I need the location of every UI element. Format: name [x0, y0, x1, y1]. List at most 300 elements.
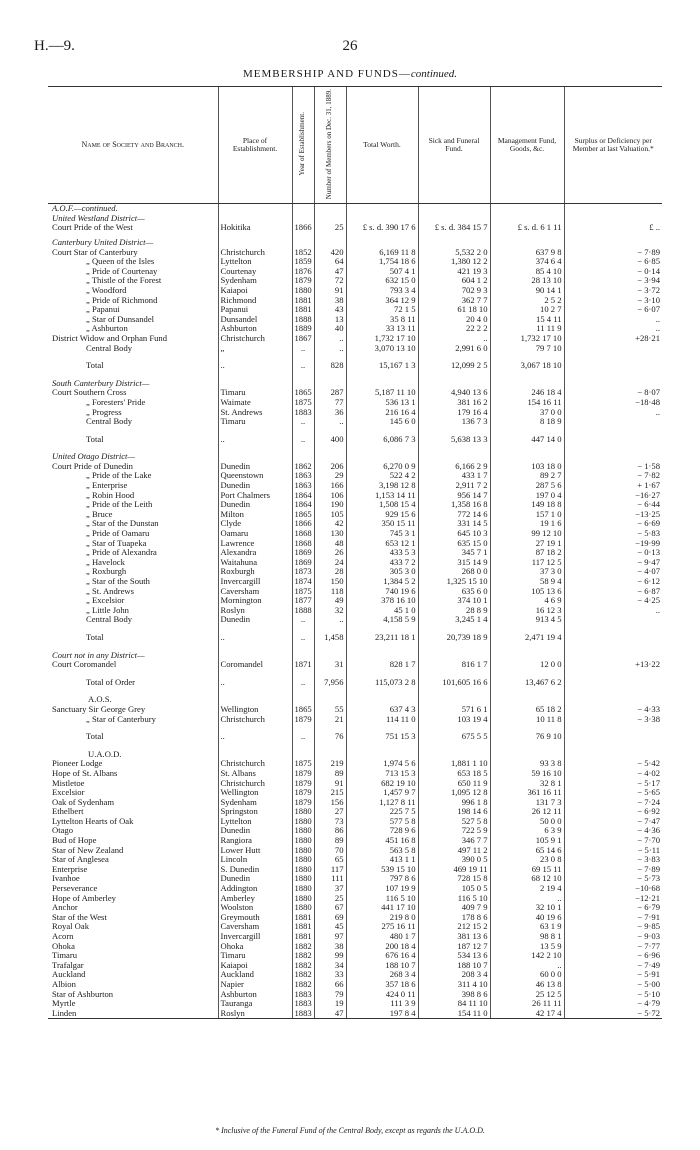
cell-mgmt: 637 9 8: [490, 248, 564, 258]
cell-name: Sanctuary Sir George Grey: [52, 704, 146, 714]
cell-year: 1880: [292, 846, 314, 856]
cell-worth: 713 15 3: [346, 769, 418, 779]
cell-name: „ Pride of the Lake: [86, 471, 152, 481]
cell-mgmt: ..: [490, 894, 564, 904]
cell-place: Mornington: [218, 596, 292, 606]
cell-worth: 268 3 4: [346, 970, 418, 980]
cell-surplus: − 6·92: [564, 807, 662, 817]
cell-name: „ Thistle of the Forest: [86, 276, 162, 286]
cell-surplus: − 7·49: [564, 961, 662, 971]
cell-name: „ Roxburgh: [86, 567, 127, 577]
cell-mgmt: 287 5 6: [490, 481, 564, 491]
cell-surplus: [564, 379, 662, 389]
cell-sick: 1,380 12 2: [418, 257, 490, 267]
cell-year: 1883: [292, 1009, 314, 1019]
cell-mgmt: 93 3 8: [490, 759, 564, 769]
cell-name: „ Pride of the Leith: [86, 500, 153, 510]
cell-name: U.A.O.D.: [88, 749, 122, 759]
cell-members: 69: [314, 913, 346, 923]
cell-members: 42: [314, 519, 346, 529]
cell-worth: 522 4 2: [346, 471, 418, 481]
cell-sick: 22 2 2: [418, 324, 490, 334]
cell-worth: 364 12 9: [346, 296, 418, 306]
cell-surplus: − 6·87: [564, 587, 662, 597]
cell-members: 156: [314, 798, 346, 808]
col-sick-header: Sick and Funeral Fund.: [418, 87, 490, 204]
cell-mgmt: 32 8 1: [490, 779, 564, 789]
table-row: [48, 577, 662, 587]
cell-worth: 797 8 6: [346, 874, 418, 884]
cell-surplus: ..: [564, 324, 662, 334]
cell-name: „ Star of Tuapeka: [86, 538, 147, 548]
cell-mgmt: [490, 750, 564, 760]
cell-name: „ Progress: [86, 407, 122, 417]
cell-year: [292, 695, 314, 705]
cell-members: 24: [314, 558, 346, 568]
cell-place: St. Albans: [218, 769, 292, 779]
cell-mgmt: 197 0 4: [490, 491, 564, 501]
cell-members: 37: [314, 884, 346, 894]
cell-mgmt: 23 0 8: [490, 855, 564, 865]
cell-worth: 676 16 4: [346, 951, 418, 961]
cell-name: „ Pride of Alexandra: [86, 548, 157, 558]
cell-members: 73: [314, 817, 346, 827]
cell-mgmt: 131 7 3: [490, 798, 564, 808]
cell-members: 29: [314, 471, 346, 481]
cell-sick: [418, 238, 490, 248]
cell-surplus: − 7·24: [564, 798, 662, 808]
cell-worth: 350 15 11: [346, 519, 418, 529]
cell-year: 1863: [292, 471, 314, 481]
cell-worth: 275 16 11: [346, 922, 418, 932]
cell-year: 1880: [292, 903, 314, 913]
cell-members: 47: [314, 1009, 346, 1019]
cell-surplus: − 5·11: [564, 846, 662, 856]
cell-worth: 116 5 10: [346, 894, 418, 904]
cell-mgmt: 85 4 10: [490, 267, 564, 277]
cell-year: 1873: [292, 567, 314, 577]
cell-year: 1882: [292, 980, 314, 990]
table-row: [48, 913, 662, 923]
cell-members: 89: [314, 836, 346, 846]
cell-year: 1876: [292, 267, 314, 277]
table-row: [48, 500, 662, 510]
cell-members: 89: [314, 769, 346, 779]
table-row: [48, 894, 662, 904]
cell-worth: 3,070 13 10: [346, 344, 418, 354]
table-row: [48, 715, 662, 725]
cell-year: ..: [292, 630, 314, 646]
cell-year: 1875: [292, 759, 314, 769]
cell-year: 1864: [292, 491, 314, 501]
cell-worth: 1,127 8 11: [346, 798, 418, 808]
col-worth-header: Total Worth.: [346, 87, 418, 204]
cell-sick: 315 14 9: [418, 558, 490, 568]
cell-surplus: ..: [564, 408, 662, 418]
cell-worth: 1,508 15 4: [346, 500, 418, 510]
cell-worth: 45 1 0: [346, 606, 418, 616]
cell-sick: 2,911 7 2: [418, 481, 490, 491]
cell-worth: 728 9 6: [346, 826, 418, 836]
cell-place: Ashburton: [218, 990, 292, 1000]
cell-place: Christchurch: [218, 334, 292, 344]
cell-members: 66: [314, 980, 346, 990]
cell-place: Amberley: [218, 894, 292, 904]
cell-sick: [418, 204, 490, 214]
cell-sick: 136 7 3: [418, 417, 490, 427]
cell-name: Anchor: [52, 903, 78, 913]
cell-surplus: − 3·38: [564, 715, 662, 725]
table-row: [48, 865, 662, 875]
cell-sick: 179 16 4: [418, 408, 490, 418]
cell-mgmt: 99 12 10: [490, 529, 564, 539]
cell-surplus: [564, 750, 662, 760]
cell-members: 55: [314, 705, 346, 715]
cell-members: [314, 379, 346, 389]
total-row: [48, 675, 662, 691]
cell-name: Total: [86, 631, 104, 642]
cell-members: 166: [314, 481, 346, 491]
cell-worth: 145 6 0: [346, 417, 418, 427]
table-row: [48, 874, 662, 884]
cell-place: Coromandel: [218, 660, 292, 670]
cell-worth: £ s. d. 390 17 6: [346, 223, 418, 233]
cell-name: Court not in any District—: [52, 650, 145, 660]
table-row: [48, 660, 662, 670]
cell-worth: 433 7 2: [346, 558, 418, 568]
cell-sick: 208 3 4: [418, 970, 490, 980]
cell-name: Royal Oak: [52, 922, 89, 932]
table-row: [48, 296, 662, 306]
cell-worth: 424 0 11: [346, 990, 418, 1000]
table-row: [48, 951, 662, 961]
cell-worth: 563 5 8: [346, 846, 418, 856]
table-row: [48, 779, 662, 789]
cell-surplus: − 3·72: [564, 286, 662, 296]
cell-name: „ Woodford: [86, 285, 127, 295]
page-header: [34, 38, 666, 58]
cell-sick: 212 15 2: [418, 922, 490, 932]
total-row: [48, 729, 662, 745]
cell-members: 25: [314, 223, 346, 233]
cell-mgmt: 149 18 8: [490, 500, 564, 510]
table-row: [48, 903, 662, 913]
cell-mgmt: 12 0 0: [490, 660, 564, 670]
cell-name: „ Foresters' Pride: [86, 397, 146, 407]
cell-mgmt: 117 12 5: [490, 558, 564, 568]
cell-worth: [346, 379, 418, 389]
cell-surplus: ..: [564, 606, 662, 616]
cell-sick: 103 19 4: [418, 715, 490, 725]
cell-members: 48: [314, 539, 346, 549]
cell-mgmt: 79 7 10: [490, 344, 564, 354]
cell-surplus: − 0·14: [564, 267, 662, 277]
cell-worth: 15,167 1 3: [346, 358, 418, 374]
table-row: [48, 759, 662, 769]
cell-year: 1883: [292, 990, 314, 1000]
cell-place: Springston: [218, 807, 292, 817]
cell-name: Excelsior: [52, 788, 85, 798]
cell-mgmt: 28 13 10: [490, 276, 564, 286]
table-row: [48, 257, 662, 267]
cell-year: [292, 379, 314, 389]
cell-place: [218, 750, 292, 760]
cell-mgmt: 27 19 1: [490, 539, 564, 549]
section-heading-row: [48, 238, 662, 248]
col-surplus-header: Surplus or Deficiency per Member at last Valuation.*: [564, 87, 662, 204]
cell-name: „ Queen of the Isles: [86, 257, 155, 267]
cell-sick: 12,099 2 5: [418, 358, 490, 374]
cell-mgmt: 37 3 0: [490, 567, 564, 577]
cell-year: 1879: [292, 798, 314, 808]
table-row: [48, 606, 662, 616]
cell-worth: 6,169 11 8: [346, 248, 418, 258]
cell-name: Court Pride of the West: [52, 223, 133, 233]
cell-year: 1883: [292, 408, 314, 418]
cell-sick: 187 12 7: [418, 942, 490, 952]
cell-name: Central Body: [86, 615, 133, 625]
cell-mgmt: 142 2 10: [490, 951, 564, 961]
cell-name: Total: [86, 360, 104, 371]
cell-year: 1868: [292, 539, 314, 549]
cell-year: 1862: [292, 462, 314, 472]
cell-sick: 362 7 7: [418, 296, 490, 306]
cell-worth: 114 11 0: [346, 715, 418, 725]
table-row: [48, 836, 662, 846]
cell-surplus: [564, 695, 662, 705]
table-row: [48, 223, 662, 233]
cell-sick: 635 15 0: [418, 539, 490, 549]
cell-worth: 23,211 18 1: [346, 630, 418, 646]
cell-mgmt: 105 13 6: [490, 587, 564, 597]
cell-mgmt: 98 8 1: [490, 932, 564, 942]
cell-mgmt: 63 1 9: [490, 922, 564, 932]
cell-name: „ Star of the South: [86, 577, 150, 587]
cell-place: Dunedin: [218, 826, 292, 836]
cell-worth: 637 4 3: [346, 705, 418, 715]
cell-year: 1879: [292, 769, 314, 779]
cell-members: 79: [314, 990, 346, 1000]
cell-surplus: ..: [564, 315, 662, 325]
cell-worth: 480 1 7: [346, 932, 418, 942]
cell-sick: 1,358 16 8: [418, 500, 490, 510]
cell-surplus: +28·21: [564, 334, 662, 344]
table-row: [48, 462, 662, 472]
cell-sick: 4,940 13 6: [418, 388, 490, 398]
cell-place: Ashburton: [218, 324, 292, 334]
cell-sick: 956 14 7: [418, 491, 490, 501]
cell-year: 1881: [292, 932, 314, 942]
cell-year: 1879: [292, 276, 314, 286]
cell-place: [218, 452, 292, 462]
cell-members: [314, 695, 346, 705]
cell-name: Ethelbert: [52, 807, 84, 817]
table-row: [48, 248, 662, 258]
cell-mgmt: [490, 695, 564, 705]
cell-members: 43: [314, 305, 346, 315]
cell-worth: 3,198 12 8: [346, 481, 418, 491]
cell-year: 1867: [292, 334, 314, 344]
cell-worth: 793 3 4: [346, 286, 418, 296]
cell-place: Lawrence: [218, 539, 292, 549]
col-mgmt-header: Management Fund, Goods, &c.: [490, 87, 564, 204]
cell-members: [314, 452, 346, 462]
cell-name: District Widow and Orphan Fund: [52, 333, 168, 343]
cell-place: Tauranga: [218, 999, 292, 1009]
cell-year: 1863: [292, 481, 314, 491]
cell-sick: 381 13 6: [418, 932, 490, 942]
cell-name: „ Havelock: [86, 557, 125, 567]
cell-members: 150: [314, 577, 346, 587]
cell-place: Christchurch: [218, 248, 292, 258]
cell-members: [314, 214, 346, 224]
cell-surplus: − 6·12: [564, 577, 662, 587]
cell-mgmt: 68 12 10: [490, 874, 564, 884]
cell-place: „: [218, 344, 292, 354]
cell-name: Star of Ashburton: [52, 989, 114, 999]
table-row: [48, 587, 662, 597]
table-row: [48, 491, 662, 501]
cell-name: Timaru: [52, 951, 77, 961]
cell-year: 1877: [292, 596, 314, 606]
cell-name: Bud of Hope: [52, 836, 97, 846]
cell-place: Wellington: [218, 788, 292, 798]
col-year-header: [292, 87, 314, 204]
cell-mgmt: 37 0 0: [490, 408, 564, 418]
table-row: [48, 999, 662, 1009]
cell-surplus: − 6·96: [564, 951, 662, 961]
cell-members: 105: [314, 510, 346, 520]
cell-worth: 1,153 14 11: [346, 491, 418, 501]
cell-name: „ Papanui: [86, 305, 120, 315]
title-continued: continued.: [410, 68, 458, 80]
cell-place: Papanui: [218, 305, 292, 315]
cell-worth: 745 3 1: [346, 529, 418, 539]
cell-place: Timaru: [218, 417, 292, 427]
cell-name: Otago: [52, 826, 74, 836]
cell-year: 1882: [292, 942, 314, 952]
cell-mgmt: 89 2 7: [490, 471, 564, 481]
cell-members: 70: [314, 846, 346, 856]
cell-worth: 378 16 10: [346, 596, 418, 606]
cell-surplus: − 4·25: [564, 596, 662, 606]
cell-mgmt: 87 18 2: [490, 548, 564, 558]
cell-place: ..: [218, 358, 292, 374]
col-name-header: Name of Society and Branch.: [48, 87, 218, 204]
cell-surplus: − 9·03: [564, 932, 662, 942]
cell-year: ..: [292, 675, 314, 691]
cell-year: 1888: [292, 315, 314, 325]
cell-worth: 4,158 5 9: [346, 615, 418, 625]
cell-place: Waimate: [218, 398, 292, 408]
cell-mgmt: 6 3 9: [490, 826, 564, 836]
cell-members: 111: [314, 874, 346, 884]
cell-surplus: [564, 238, 662, 248]
cell-place: Napier: [218, 980, 292, 990]
cell-mgmt: [490, 452, 564, 462]
cell-surplus: − 7·89: [564, 865, 662, 875]
cell-name: Canterbury United District—: [52, 238, 154, 248]
cell-surplus: − 5·65: [564, 788, 662, 798]
cell-mgmt: 25 12 5: [490, 990, 564, 1000]
cell-worth: 577 5 8: [346, 817, 418, 827]
cell-surplus: − 5·72: [564, 1009, 662, 1019]
cell-year: 1881: [292, 922, 314, 932]
cell-surplus: £ ..: [564, 223, 662, 233]
cell-name: Central Body: [86, 343, 133, 353]
cell-surplus: − 5·00: [564, 980, 662, 990]
cell-worth: 225 7 5: [346, 807, 418, 817]
cell-mgmt: 16 12 3: [490, 606, 564, 616]
cell-sick: 645 10 3: [418, 529, 490, 539]
cell-members: 130: [314, 529, 346, 539]
cell-members: 106: [314, 491, 346, 501]
cell-worth: 200 18 4: [346, 942, 418, 952]
cell-members: 77: [314, 398, 346, 408]
cell-place: Oamaru: [218, 529, 292, 539]
cell-mgmt: 10 2 7: [490, 305, 564, 315]
cell-members: ..: [314, 615, 346, 625]
cell-surplus: + 1·67: [564, 481, 662, 491]
cell-sick: 20,739 18 9: [418, 630, 490, 646]
report-reference: H.—9.: [34, 38, 75, 54]
cell-place: Roxburgh: [218, 567, 292, 577]
cell-worth: 451 16 8: [346, 836, 418, 846]
cell-worth: 507 4 1: [346, 267, 418, 277]
cell-mgmt: 46 13 8: [490, 980, 564, 990]
cell-members: 1,458: [314, 630, 346, 646]
cell-year: 1865: [292, 388, 314, 398]
cell-mgmt: 246 18 4: [490, 388, 564, 398]
cell-mgmt: 90 14 1: [490, 286, 564, 296]
cell-place: Hokitika: [218, 223, 292, 233]
cell-place: Auckland: [218, 970, 292, 980]
cell-worth: 305 3 0: [346, 567, 418, 577]
cell-sick: 534 13 6: [418, 951, 490, 961]
cell-year: 1864: [292, 500, 314, 510]
cell-place: S. Dunedin: [218, 865, 292, 875]
table-row: [48, 408, 662, 418]
cell-sick: 101,605 16 6: [418, 675, 490, 691]
cell-place: Ohoka: [218, 942, 292, 952]
cell-year: 1880: [292, 884, 314, 894]
cell-place: Christchurch: [218, 759, 292, 769]
cell-worth: 653 12 1: [346, 539, 418, 549]
cell-surplus: −19·99: [564, 539, 662, 549]
table-title: [0, 68, 700, 80]
cell-year: 1875: [292, 398, 314, 408]
cell-members: 206: [314, 462, 346, 472]
cell-place: [218, 238, 292, 248]
cell-mgmt: 58 9 4: [490, 577, 564, 587]
cell-sick: 84 11 10: [418, 999, 490, 1009]
cell-worth: 413 1 1: [346, 855, 418, 865]
footnote: * Inclusive of the Funeral Fund of the Central Body, except as regards the U.A.O.D.: [215, 1126, 485, 1135]
cell-members: 33: [314, 970, 346, 980]
cell-year: 1880: [292, 874, 314, 884]
cell-place: Wellington: [218, 705, 292, 715]
table-row: [48, 276, 662, 286]
cell-year: 1880: [292, 817, 314, 827]
cell-place: Kaiapoi: [218, 961, 292, 971]
cell-surplus: [564, 344, 662, 354]
cell-year: [292, 452, 314, 462]
cell-sick: 433 1 7: [418, 471, 490, 481]
cell-sick: 772 14 6: [418, 510, 490, 520]
cell-surplus: −12·21: [564, 894, 662, 904]
cell-surplus: [564, 452, 662, 462]
cell-members: 118: [314, 587, 346, 597]
